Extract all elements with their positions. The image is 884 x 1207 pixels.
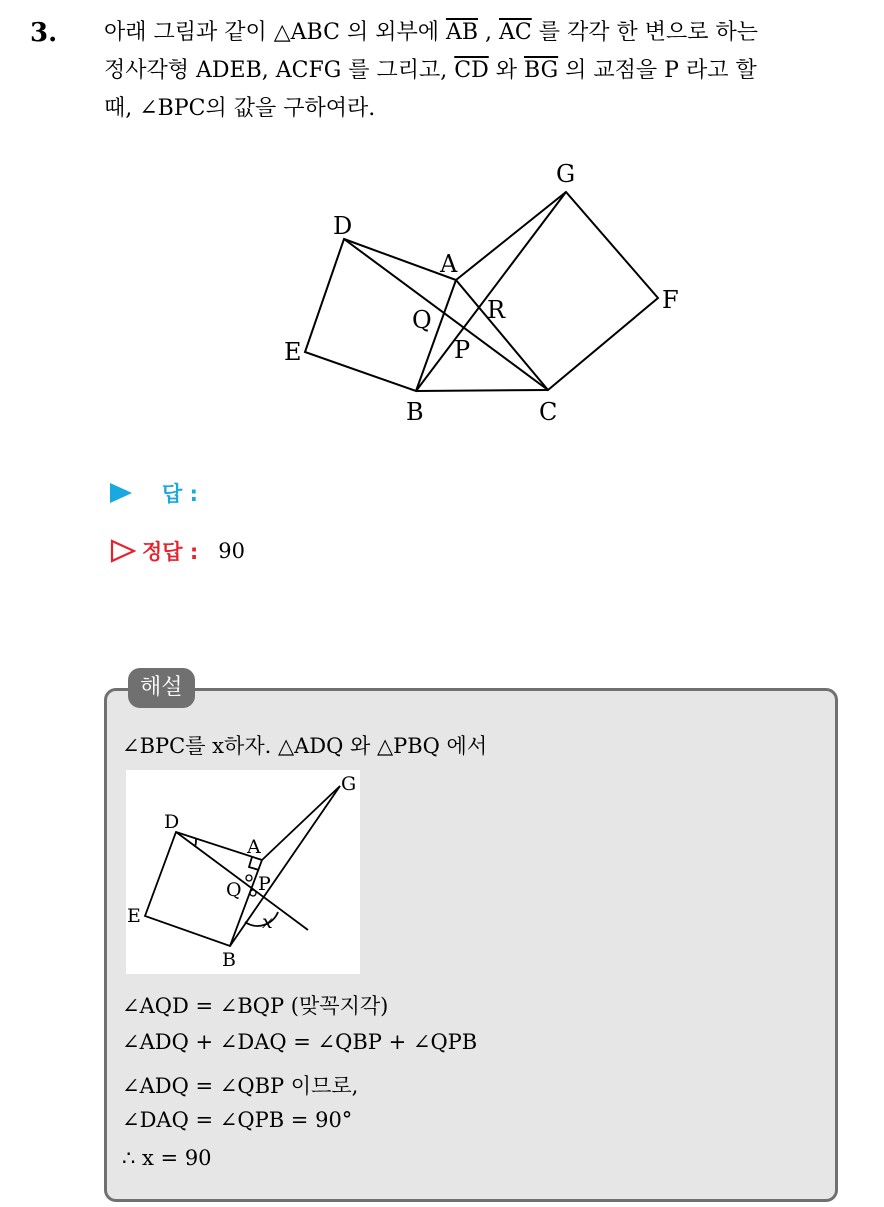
label-g: G <box>556 160 576 188</box>
segment-ag <box>262 786 340 860</box>
sol-label-x: x <box>262 911 273 933</box>
angle-arc-d <box>195 839 196 847</box>
question-line-1: 아래 그림과 같이 △ABC 의 외부에 $\overline{AB}$ , $\overline{AC}$ 를 각각 한 변으로 하는 <box>104 20 758 45</box>
square-acfg <box>456 192 658 390</box>
line-bg <box>416 192 566 391</box>
label-e: E <box>284 338 302 366</box>
question-number: 3. <box>30 18 58 48</box>
answer-row <box>110 478 198 508</box>
question-line-3: 때, ∠BPC의 값을 구하여라. <box>104 96 376 121</box>
segment-cd: $\overline{CD}$ <box>454 58 489 83</box>
sol-label-q: Q <box>226 879 242 901</box>
solution-line-1: ∠AQD = ∠BQP (맞꼭지각) <box>122 994 389 1018</box>
label-c: C <box>539 398 558 426</box>
geometry-figure <box>270 150 690 440</box>
label-b: B <box>406 398 424 426</box>
solution-line-2: ∠ADQ + ∠DAQ = ∠QBP + ∠QPB <box>122 1030 478 1054</box>
solution-tag: 해설 <box>128 668 195 708</box>
correct-answer-row <box>110 536 245 566</box>
sol-label-p: P <box>258 873 271 895</box>
outline-triangle-icon <box>110 539 136 563</box>
segment-ac: $\overline{AC}$ <box>499 20 532 45</box>
sol-label-b: B <box>222 949 236 971</box>
figure-lines <box>305 192 658 391</box>
correct-answer-label: 정답 : <box>142 540 199 564</box>
sol-label-e: E <box>127 905 141 927</box>
answer-label: 답 : <box>162 482 198 506</box>
solution-line-4: ∠DAQ = ∠QPB = 90° <box>122 1108 353 1132</box>
label-p: P <box>454 336 471 364</box>
play-triangle-icon <box>110 483 132 503</box>
solution-intro: ∠BPC를 x하자. △ADQ 와 △PBQ 에서 <box>122 734 488 758</box>
angle-mark-circle-2 <box>250 890 256 896</box>
question-text <box>104 14 864 128</box>
sol-label-g: G <box>341 773 357 795</box>
segment-bg: $\overline{BG}$ <box>524 58 559 83</box>
label-q: Q <box>412 306 432 334</box>
square-adeb-small <box>145 832 262 946</box>
segment-bc <box>416 390 548 391</box>
solution-figure <box>126 770 360 974</box>
label-d: D <box>333 212 353 240</box>
label-f: F <box>662 286 679 314</box>
segment-ab: $\overline{AB}$ <box>445 20 479 45</box>
question-line-2: 정사각형 ADEB, ACFG 를 그리고, $\overline{CD}$ 와 $\overline{BG}$ 의 교점을 P 라고 할 <box>104 58 757 83</box>
correct-answer-value: 90 <box>218 539 246 563</box>
solution-line-5: ∴ x = 90 <box>122 1146 212 1170</box>
sol-label-a: A <box>247 836 261 858</box>
angle-mark-circle-1 <box>246 875 252 881</box>
label-a: A <box>440 250 458 278</box>
solution-line-3: ∠ADQ = ∠QBP 이므로, <box>122 1074 359 1098</box>
sol-label-d: D <box>164 811 180 833</box>
label-r: R <box>487 296 506 324</box>
